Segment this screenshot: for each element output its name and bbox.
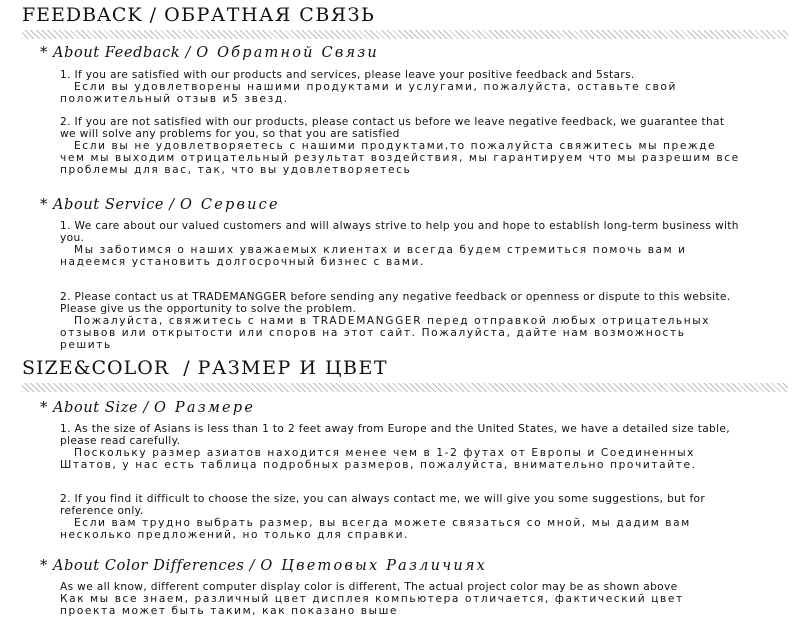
about-service-heading-en: * About Service / <box>40 197 175 213</box>
feedback-p1-en: 1. If you are satisfied with our products and services, please leave your positive feedback and 5stars. <box>60 69 635 81</box>
size-p2-en: 2. If you find it difficult to choose the size, you can always contact me, we will give you some suggestions, but for reference only. <box>60 493 706 517</box>
about-service-heading <box>40 197 280 213</box>
size-color-title-en: SIZE&COLOR <box>22 357 170 379</box>
feedback-section-title <box>22 4 375 26</box>
size-p1-en: 1. As the size of Asians is less than 1 to 2 feet away from Europe and the United States, we have a detailed size table, please read carefully. <box>60 423 730 447</box>
title-slash: / <box>183 357 191 379</box>
about-color-heading-en: * About Color Differences / <box>40 558 256 574</box>
size-paragraph-2 <box>60 493 740 541</box>
feedback-p2-ru: Если вы не удовлетворяетесь с нашими продуктами,то пожалуйста свяжитесь мы прежде чем мы выходим отрицательный результат воздействия, мы гарантируем что мы разрешим все проблемы для вас, так, что вы удовлетворяетесь <box>60 140 740 176</box>
about-service-heading-ru: О Сервисе <box>180 197 280 213</box>
about-color-heading-ru: О Цветовых Различиях <box>260 558 488 574</box>
service-paragraph-2 <box>60 291 740 351</box>
feedback-p2-en: 2. If you are not satisfied with our products, please contact us before we leave negative feedback, we guarantee that we will solve any problems for you, so that you are satisfied <box>60 116 725 140</box>
size-p1-ru: Поскольку размер азиатов находится менее чем в 1-2 футах от Европы и Соединенных Штатов, у нас есть таблица подробных размеров, пожалуйста, внимательно прочитайте. <box>60 447 697 471</box>
size-color-section-header <box>22 355 788 393</box>
service-p1-en: 1. We care about our valued customers and will always strive to help you and hope to establish long-term business with you. <box>60 220 739 244</box>
size-paragraph-1 <box>60 423 740 471</box>
about-color-heading <box>40 558 487 574</box>
about-feedback-heading-en: * About Feedback / <box>40 45 191 61</box>
size-color-title-ru: РАЗМЕР И ЦВЕТ <box>197 357 389 379</box>
color-paragraph-1 <box>60 581 740 617</box>
feedback-title-ru: ОБРАТНАЯ СВЯЗЬ <box>164 4 376 26</box>
feedback-paragraph-2 <box>60 116 740 176</box>
about-feedback-heading <box>40 45 379 61</box>
about-feedback-heading-ru: О Обратной Связи <box>196 45 379 61</box>
service-p2-ru: Пожалуйста, свяжитесь с нами в TRADEMANGGER перед отправкой любых отрицательных отзывов или открытости или споров на этот сайт. Пожалуйста, дайте нам возможность решить <box>60 315 711 351</box>
service-p1-ru: Мы заботимся о наших уважаемых клиентах и всегда будем стремиться помочь вам и надеемся установить долгосрочный бизнес с вами. <box>60 244 687 268</box>
feedback-title-en: FEEDBACK <box>22 4 143 26</box>
size-p2-ru: Если вам трудно выбрать размер, вы всегда можете связаться со мной, мы дадим вам несколько предложений, но только для справки. <box>60 517 691 541</box>
title-slash: / <box>149 4 158 26</box>
about-size-heading-en: * About Size / <box>40 400 149 416</box>
color-p1-ru: Как мы все знаем, различный цвет дисплея компьютера отличается, фактический цвет проекта может быть таким, как показано выше <box>60 593 684 617</box>
feedback-section-header <box>22 2 788 40</box>
about-size-heading-ru: О Размере <box>154 400 256 416</box>
feedback-paragraph-1 <box>60 69 740 105</box>
hatch-divider <box>22 383 788 392</box>
service-paragraph-1 <box>60 220 740 268</box>
hatch-divider <box>22 30 788 39</box>
service-p2-en: 2. Please contact us at TRADEMANGGER before sending any negative feedback or openness or dispute to this website. Please give us the opportunity to solve the problem. <box>60 291 731 315</box>
color-p1-en: As we all know, different computer display color is different, The actual project color may be as shown above <box>60 581 678 593</box>
size-color-section-title <box>22 357 388 379</box>
feedback-p1-ru: Если вы удовлетворены нашими продуктами и услугами, пожалуйста, оставьте свой положительный отзыв и5 звезд. <box>60 81 677 105</box>
about-size-heading <box>40 400 255 416</box>
